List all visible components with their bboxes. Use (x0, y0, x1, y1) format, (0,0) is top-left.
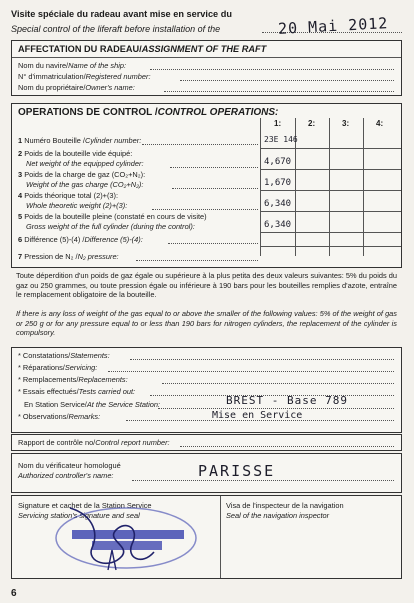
row-line (172, 188, 258, 189)
row-net-weight-en: Net weight of the equipped cylinder: (26, 159, 144, 168)
service-station-label: En Station Service/At the Service Station: (24, 400, 160, 409)
assignment-heading: AFFECTATION DU RADEAU/ASSIGNMENT OF THE RAFT (18, 44, 267, 54)
signature-divider (220, 496, 221, 578)
net-weight-value: 4,670 (264, 157, 292, 167)
gross-weight-value: 6,340 (264, 220, 292, 230)
inspector-visa-label-fr: Visa de l'inspecteur de la navigation (226, 501, 344, 510)
date-handwritten: 20 Mai 2012 (277, 14, 389, 38)
column-divider (260, 118, 261, 256)
service-station-line[interactable] (158, 408, 394, 409)
column-1-header: 1: (274, 119, 282, 128)
row-line (168, 243, 258, 244)
observations-value: Mise en Service (212, 410, 303, 421)
field-ship-name: Nom du navire/Name of the ship: (18, 61, 127, 70)
page-number: 6 (11, 588, 17, 599)
statements-line[interactable] (130, 359, 394, 360)
column-divider (329, 118, 330, 256)
observations-label: * Observations/Remarks: (18, 412, 101, 421)
title-fr: Visite spéciale du radeau avant mise en service du (11, 9, 232, 19)
registered-number-line[interactable] (180, 80, 394, 81)
operations-heading: OPERATIONS DE CONTROL /CONTROL OPERATIONS: (18, 107, 279, 118)
owner-name-line[interactable] (164, 91, 394, 92)
row-cylinder-number: 1 Numéro Bouteille /Cylinder number: (18, 136, 142, 145)
row-line (136, 260, 258, 261)
row-gas-charge-en: Weight of the gas charge (CO₂+N₂): (26, 180, 144, 189)
column-3-header: 3: (342, 119, 350, 128)
controller-label-en: Authorized controller's name: (18, 471, 114, 480)
gas-charge-value: 1,670 (264, 178, 292, 188)
column-divider (363, 118, 364, 256)
row-theoretic-weight-en: Whole theoretic weight (2)+(3): (26, 201, 128, 210)
title-en: Special control of the liferaft before installation of the (11, 24, 221, 34)
report-section (11, 434, 402, 451)
assignment-section (11, 40, 402, 96)
row-gross-weight-en: Gross weight of the full cylinder (during the control): (26, 222, 195, 231)
field-registered-number: N° d'immatriculation/Registered number: (18, 72, 151, 81)
assignment-divider (12, 57, 401, 58)
check-statements: * Constatations/Statements: (18, 351, 110, 360)
row-divider (260, 190, 401, 191)
check-replacements: * Remplacements/Replacements: (18, 375, 128, 384)
checks-section (11, 347, 402, 433)
row-difference: 6 Différence (5)-(4) /Difference (5)-(4): (18, 235, 143, 244)
check-tests: * Essais effectués/Tests carried out: (18, 387, 136, 396)
row-divider (260, 148, 401, 149)
inspector-visa-label-en: Seal of the navigation inspector (226, 511, 330, 520)
controller-name-value: PARISSE (198, 462, 276, 480)
replacements-line[interactable] (162, 383, 394, 384)
row-line (142, 144, 258, 145)
row-gross-weight: 5 Poids de la bouteille pleine (constaté en cours de visite) (18, 212, 207, 221)
row-gas-charge: 3 Poids de la charge de gaz (CO₂+N₂): (18, 170, 146, 179)
report-label: Rapport de contrôle no/Control report number: (18, 438, 170, 447)
row-divider (260, 169, 401, 170)
controller-label-fr: Nom du vérificateur homologué (18, 461, 121, 470)
theoretic-weight-value: 6,340 (264, 199, 292, 209)
column-2-header: 2: (308, 119, 316, 128)
controller-name-line[interactable] (132, 480, 394, 481)
signature-section (11, 495, 402, 579)
row-theoretic-weight: 4 Poids théorique total (2)+(3): (18, 191, 119, 200)
row-pressure: 7 Pression de N₂ /N₂ pressure: (18, 252, 119, 261)
field-owner-name: Nom du propriétaire/Owner's name: (18, 83, 135, 92)
controller-section (11, 453, 402, 493)
notice-en: If there is any loss of weight of the gas equal to or above the smaller of the following values: 5% of the weight of gas or 250 g or for any pressure equal to or less than 190 bars for nitrogen cylinders, the replacement of the cylinder is compulsory. (16, 309, 397, 338)
station-stamp-signature (30, 500, 210, 576)
cylinder-number-value: 23E 146 (264, 135, 298, 144)
station-signature-label-fr: Signature et cachet de la Station Service (18, 501, 152, 510)
notice-fr: Toute déperdition d'un poids de gaz égale ou supérieure à la plus petita des deux valeurs suivantes: 5% du poids du gaz ou 250 grammes, ou toute pression égale ou inférieure à 190 bars pour les bouteilles remplies d'azote, entraîne le remplacement obligatoire de la bouteille. (16, 271, 397, 300)
row-line (170, 167, 258, 168)
column-4-header: 4: (376, 119, 384, 128)
ship-name-line[interactable] (150, 69, 394, 70)
row-divider (260, 232, 401, 233)
service-station-value: BREST - Base 789 (226, 394, 348, 407)
row-divider (260, 211, 401, 212)
row-net-weight: 2 Poids de la bouteille vide équipé: (18, 149, 133, 158)
operations-section (11, 103, 402, 268)
check-servicing: * Réparations/Servicing: (18, 363, 98, 372)
report-number-line[interactable] (180, 446, 394, 447)
servicing-line[interactable] (108, 371, 394, 372)
row-line (152, 209, 258, 210)
row-divider (260, 246, 401, 247)
station-signature-label-en: Servicing station's signature and seal (18, 511, 140, 520)
